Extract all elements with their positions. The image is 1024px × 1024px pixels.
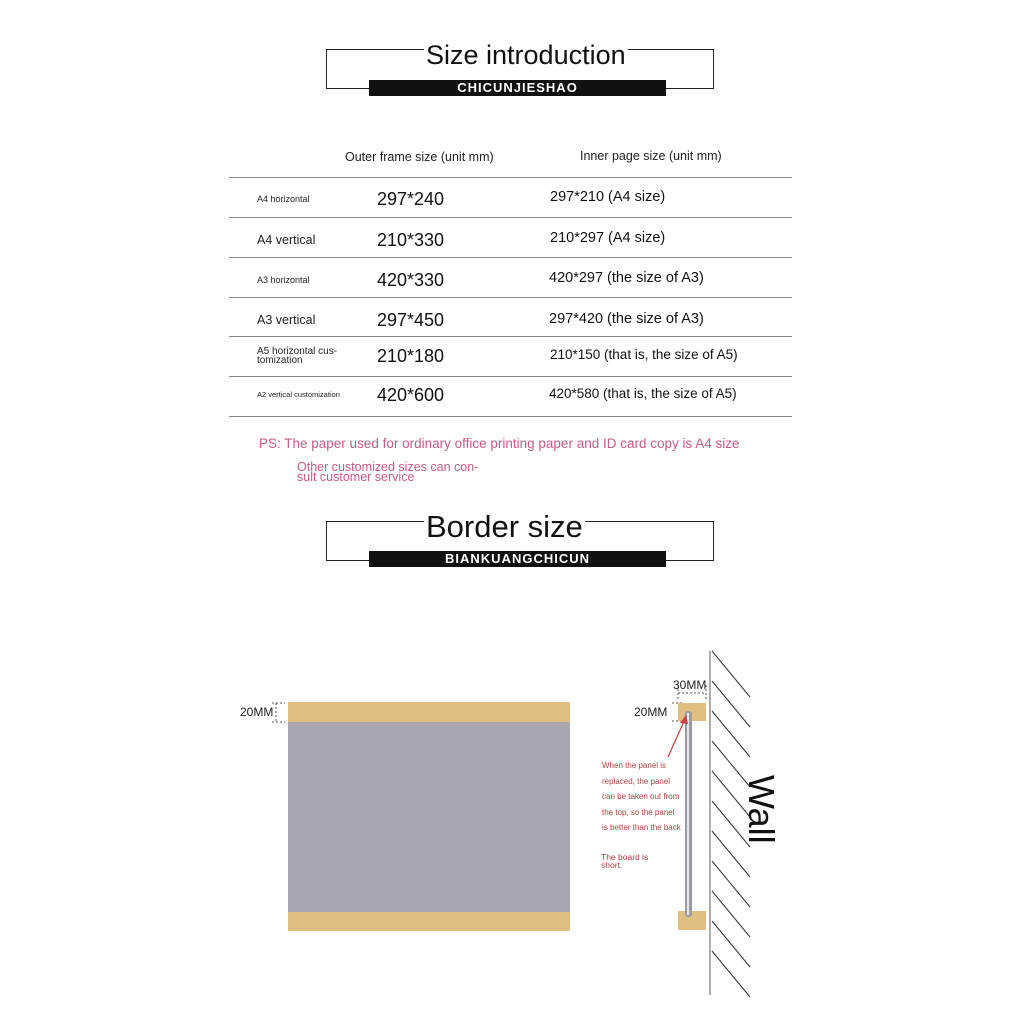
table-row-name: A4 horizontal [257, 194, 310, 204]
table-row-inner: 210*150 (that is, the size of A5) [550, 347, 738, 362]
table-row-name: A3 horizontal [257, 275, 310, 285]
top-frame-bar [288, 702, 570, 722]
panel-note: When the panel is replaced, the panel can be taken out from the top, so the panel is better than the back [602, 761, 681, 832]
section-subtitle-bar: CHICUNJIESHAO [369, 80, 666, 96]
panel-rod-highlight [687, 713, 689, 915]
table-rule [229, 416, 792, 417]
section-subtitle-bar: BIANKUANGCHICUN [369, 551, 666, 567]
front-view-diagram [270, 695, 580, 940]
table-rule [229, 217, 792, 218]
table-row-inner: 297*210 (A4 size) [550, 189, 666, 205]
front-dimension-label: 20MM [240, 705, 274, 719]
wall-label: Wall [741, 775, 782, 844]
table-rule [229, 177, 792, 178]
table-row-outer: 210*180 [377, 346, 445, 366]
table-row-name: A3 vertical [257, 313, 316, 327]
table-row-inner: 297*420 (the size of A3) [549, 311, 704, 327]
table-row-outer: 420*330 [377, 270, 445, 290]
table-row-name: A4 vertical [257, 233, 316, 247]
table-row-inner: 210*297 (A4 size) [550, 230, 666, 246]
custom-size-note: Other customized sizes can con- sult customer service [297, 460, 479, 484]
table-row-outer: 297*450 [377, 310, 445, 330]
short-board-note: The board is short. [601, 852, 649, 870]
table-rule [229, 376, 792, 377]
section-title: Size introduction [426, 40, 626, 70]
side-top-dimension-label: 30MM [673, 678, 707, 692]
table-rule [229, 297, 792, 298]
table-row-outer: 420*600 [377, 385, 445, 405]
table-row-name: A2 vertical customization [257, 390, 340, 399]
table-row-name: A5 horizontal cus- tomization [257, 346, 338, 366]
table-row-inner: 420*297 (the size of A3) [549, 270, 704, 286]
table-row-outer: 210*330 [377, 230, 445, 250]
side-left-dimension-label: 20MM [634, 705, 668, 719]
header-inner-size: Inner page size (unit mm) [580, 149, 722, 163]
display-panel [288, 722, 570, 912]
section-title: Border size [426, 509, 583, 544]
table-row-inner: 420*580 (that is, the size of A5) [549, 386, 737, 401]
bottom-frame-bar [288, 912, 570, 931]
table-rule [229, 336, 792, 337]
ps-note: PS: The paper used for ordinary office printing paper and ID card copy is A4 size [259, 436, 740, 451]
table-rule [229, 257, 792, 258]
table-row-outer: 297*240 [377, 189, 445, 209]
header-outer-size: Outer frame size (unit mm) [345, 150, 494, 164]
